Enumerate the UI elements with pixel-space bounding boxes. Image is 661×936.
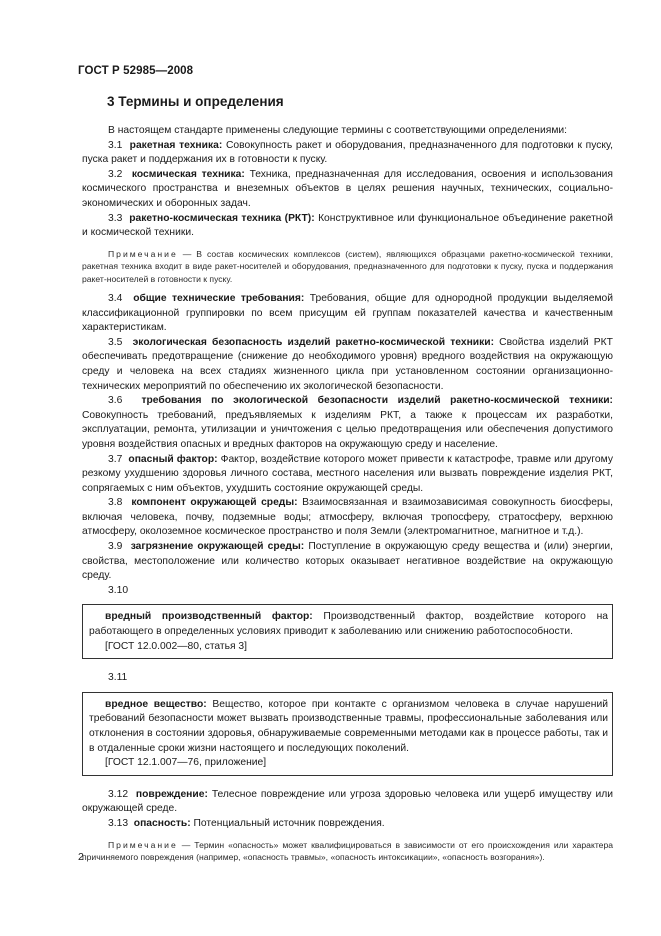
- term-reference: [ГОСТ 12.0.002—80, статья 3]: [105, 640, 248, 652]
- term-3-10-box: [82, 604, 613, 659]
- note-text: — В состав космических комплексов (систем), являющихся образцами ракетно-космической техники, ракетная техника входит в виде ракет-носителей и оборудования, предназначенного для подготовки к пуску, пуска и поддержания ракет-носителей в готовности к пуску.: [82, 248, 613, 284]
- term-3-9: [82, 540, 613, 584]
- term-name: космическая техника:: [131, 168, 245, 180]
- term-3-8: [82, 496, 613, 540]
- term-3-5: [82, 336, 613, 394]
- term-3-12: [82, 788, 613, 817]
- term-name: вредный производственный фактор:: [105, 611, 313, 623]
- term-name: загрязнение окружающей среды:: [130, 541, 305, 553]
- term-definition: Поступление в окружающую среду вещества и (или) энергии, свойства, местоположение или количество которых оказывает негативное воздействие на окружающую среду.: [82, 541, 613, 582]
- term-name: опасность:: [133, 817, 191, 829]
- note-label: Примечание: [108, 248, 178, 259]
- term-3-3: [82, 212, 613, 241]
- note-label: Примечание: [108, 839, 178, 850]
- term-definition: Потенциальный источник повреждения.: [193, 817, 385, 829]
- term-definition: Требования, общие для однородной продукции выделяемой классификационной группировки по всем присущим ей группам показателей качества и качественным характеристикам.: [82, 292, 613, 334]
- term-definition: Взаимосвязанная и взаимозависимая совокупность биосферы, включая человека, почву, подземные воды; атмосферу, включая тропосферу, стратосферу, верхнюю атмосферу, околоземное космическое пространство и поля Земли (электромагнитное, магнитное и т.д.).: [82, 497, 613, 538]
- term-definition: Свойства изделий РКТ обеспечивать предотвращение (снижение до необходимого уровня) вредного воздействия на окружающую среду и человека на всех стадиях жизненного цикла при установленном состоянии организационно-технических мероприятий по обеспечению их экологической безопасности.: [82, 336, 613, 392]
- term-number: 3.5: [108, 336, 123, 348]
- term-number: 3.7: [108, 453, 123, 465]
- term-name: компонент окружающей среды:: [131, 497, 298, 509]
- term-number: 3.1: [108, 139, 123, 151]
- term-name: ракетная техника:: [129, 139, 223, 151]
- term-definition: Фактор, воздействие которого может привести к катастрофе, травме или другому резкому ухудшению здоровья личного состава, местного населения или вызвать повреждение изделия РКТ, сопрягаемых с ним объектов, ухудшить состояние окружающей среды.: [82, 453, 613, 494]
- term-3-11-box: [82, 692, 613, 776]
- term-3-13: [82, 817, 613, 832]
- term-3-11: [89, 698, 608, 756]
- term-definition: Вещество, которое при контакте с организмом человека в случае нарушений требований безопасности может вызвать производственные травмы, профессиональные заболевания или отклонения в состоянии здоровья, обнаруживаемые современными методами как в процессе работы, так и в отдаленные сроки жизни настоящего и последующих поколений.: [89, 698, 608, 754]
- term-definition: Техника, предназначенная для исследования, освоения и использования космического пространства и внеземных объектов в целях решения научных, технических, социально-экономических и оборонных задач.: [82, 168, 613, 209]
- term-reference: [ГОСТ 12.1.007—76, приложение]: [105, 757, 267, 769]
- section-title: 3 Термины и определения: [107, 94, 284, 109]
- note-1: [82, 248, 613, 285]
- term-number: 3.3: [108, 212, 123, 224]
- intro-paragraph: В настоящем стандарте применены следующие термины с соответствующими определениями:: [108, 125, 568, 136]
- term-definition: Совокупность ракет и оборудования, предназначенного для подготовки к пуску, пуска ракет и поддержания их в готовности к пуску.: [82, 139, 613, 166]
- term-3-2: [82, 168, 613, 212]
- term-number: 3.2: [108, 168, 123, 180]
- term-definition: Совокупность требований, предъявляемых к изделиям РКТ, а также к процессам их разработки, эксплуатации, ремонта, утилизации и уничтожения с целью предотвращения или обеспечения допустимого уровня воздействия опасных и вредных факторов на окружающую среду и население.: [82, 409, 613, 450]
- term-number: 3.8: [108, 497, 123, 509]
- term-3-10-number: 3.10: [108, 584, 129, 596]
- term-3-10: [89, 610, 608, 639]
- term-name: вредное вещество:: [105, 698, 207, 710]
- term-definition: Производственный фактор, воздействие которого на работающего в определенных условиях приводит к заболеванию или снижению работоспособности.: [89, 611, 608, 638]
- term-name: экологическая безопасность изделий ракетно-космической техники:: [132, 336, 495, 348]
- term-name: ракетно-космическая техника (РКТ):: [129, 212, 315, 224]
- term-definition: Конструктивное или функциональное объединение ракетной и космической техники.: [82, 212, 613, 239]
- term-name: общие технические требования:: [133, 292, 305, 304]
- term-3-1: [82, 139, 613, 168]
- note-text: — Термин «опасность» может квалифицироваться в зависимости от его происхождения или характера причиняемого повреждения (например, «опасность травмы», «опасность интоксикации», «опасность возгорания»).: [82, 839, 613, 862]
- term-number: 3.13: [108, 817, 129, 829]
- term-3-6: [82, 394, 613, 452]
- term-name: повреждение:: [135, 788, 208, 800]
- term-3-11-number: 3.11: [108, 672, 128, 684]
- page-number: 2: [78, 851, 84, 863]
- term-number: 3.6: [108, 395, 123, 407]
- term-3-4: [82, 292, 613, 336]
- term-name: опасный фактор:: [128, 453, 218, 465]
- term-name: требования по экологической безопасности изделий ракетно-космической техники:: [141, 395, 613, 407]
- note-2: [82, 839, 613, 864]
- term-number: 3.12: [108, 788, 129, 800]
- term-number: 3.9: [108, 541, 123, 553]
- term-number: 3.4: [108, 292, 123, 304]
- term-definition: Телесное повреждение или угроза здоровью человека или ущерб имуществу или окружающей среде.: [82, 788, 613, 815]
- standard-code-header: ГОСТ Р 52985—2008: [78, 65, 194, 77]
- term-3-7: [82, 453, 613, 497]
- terms-body: [82, 124, 613, 870]
